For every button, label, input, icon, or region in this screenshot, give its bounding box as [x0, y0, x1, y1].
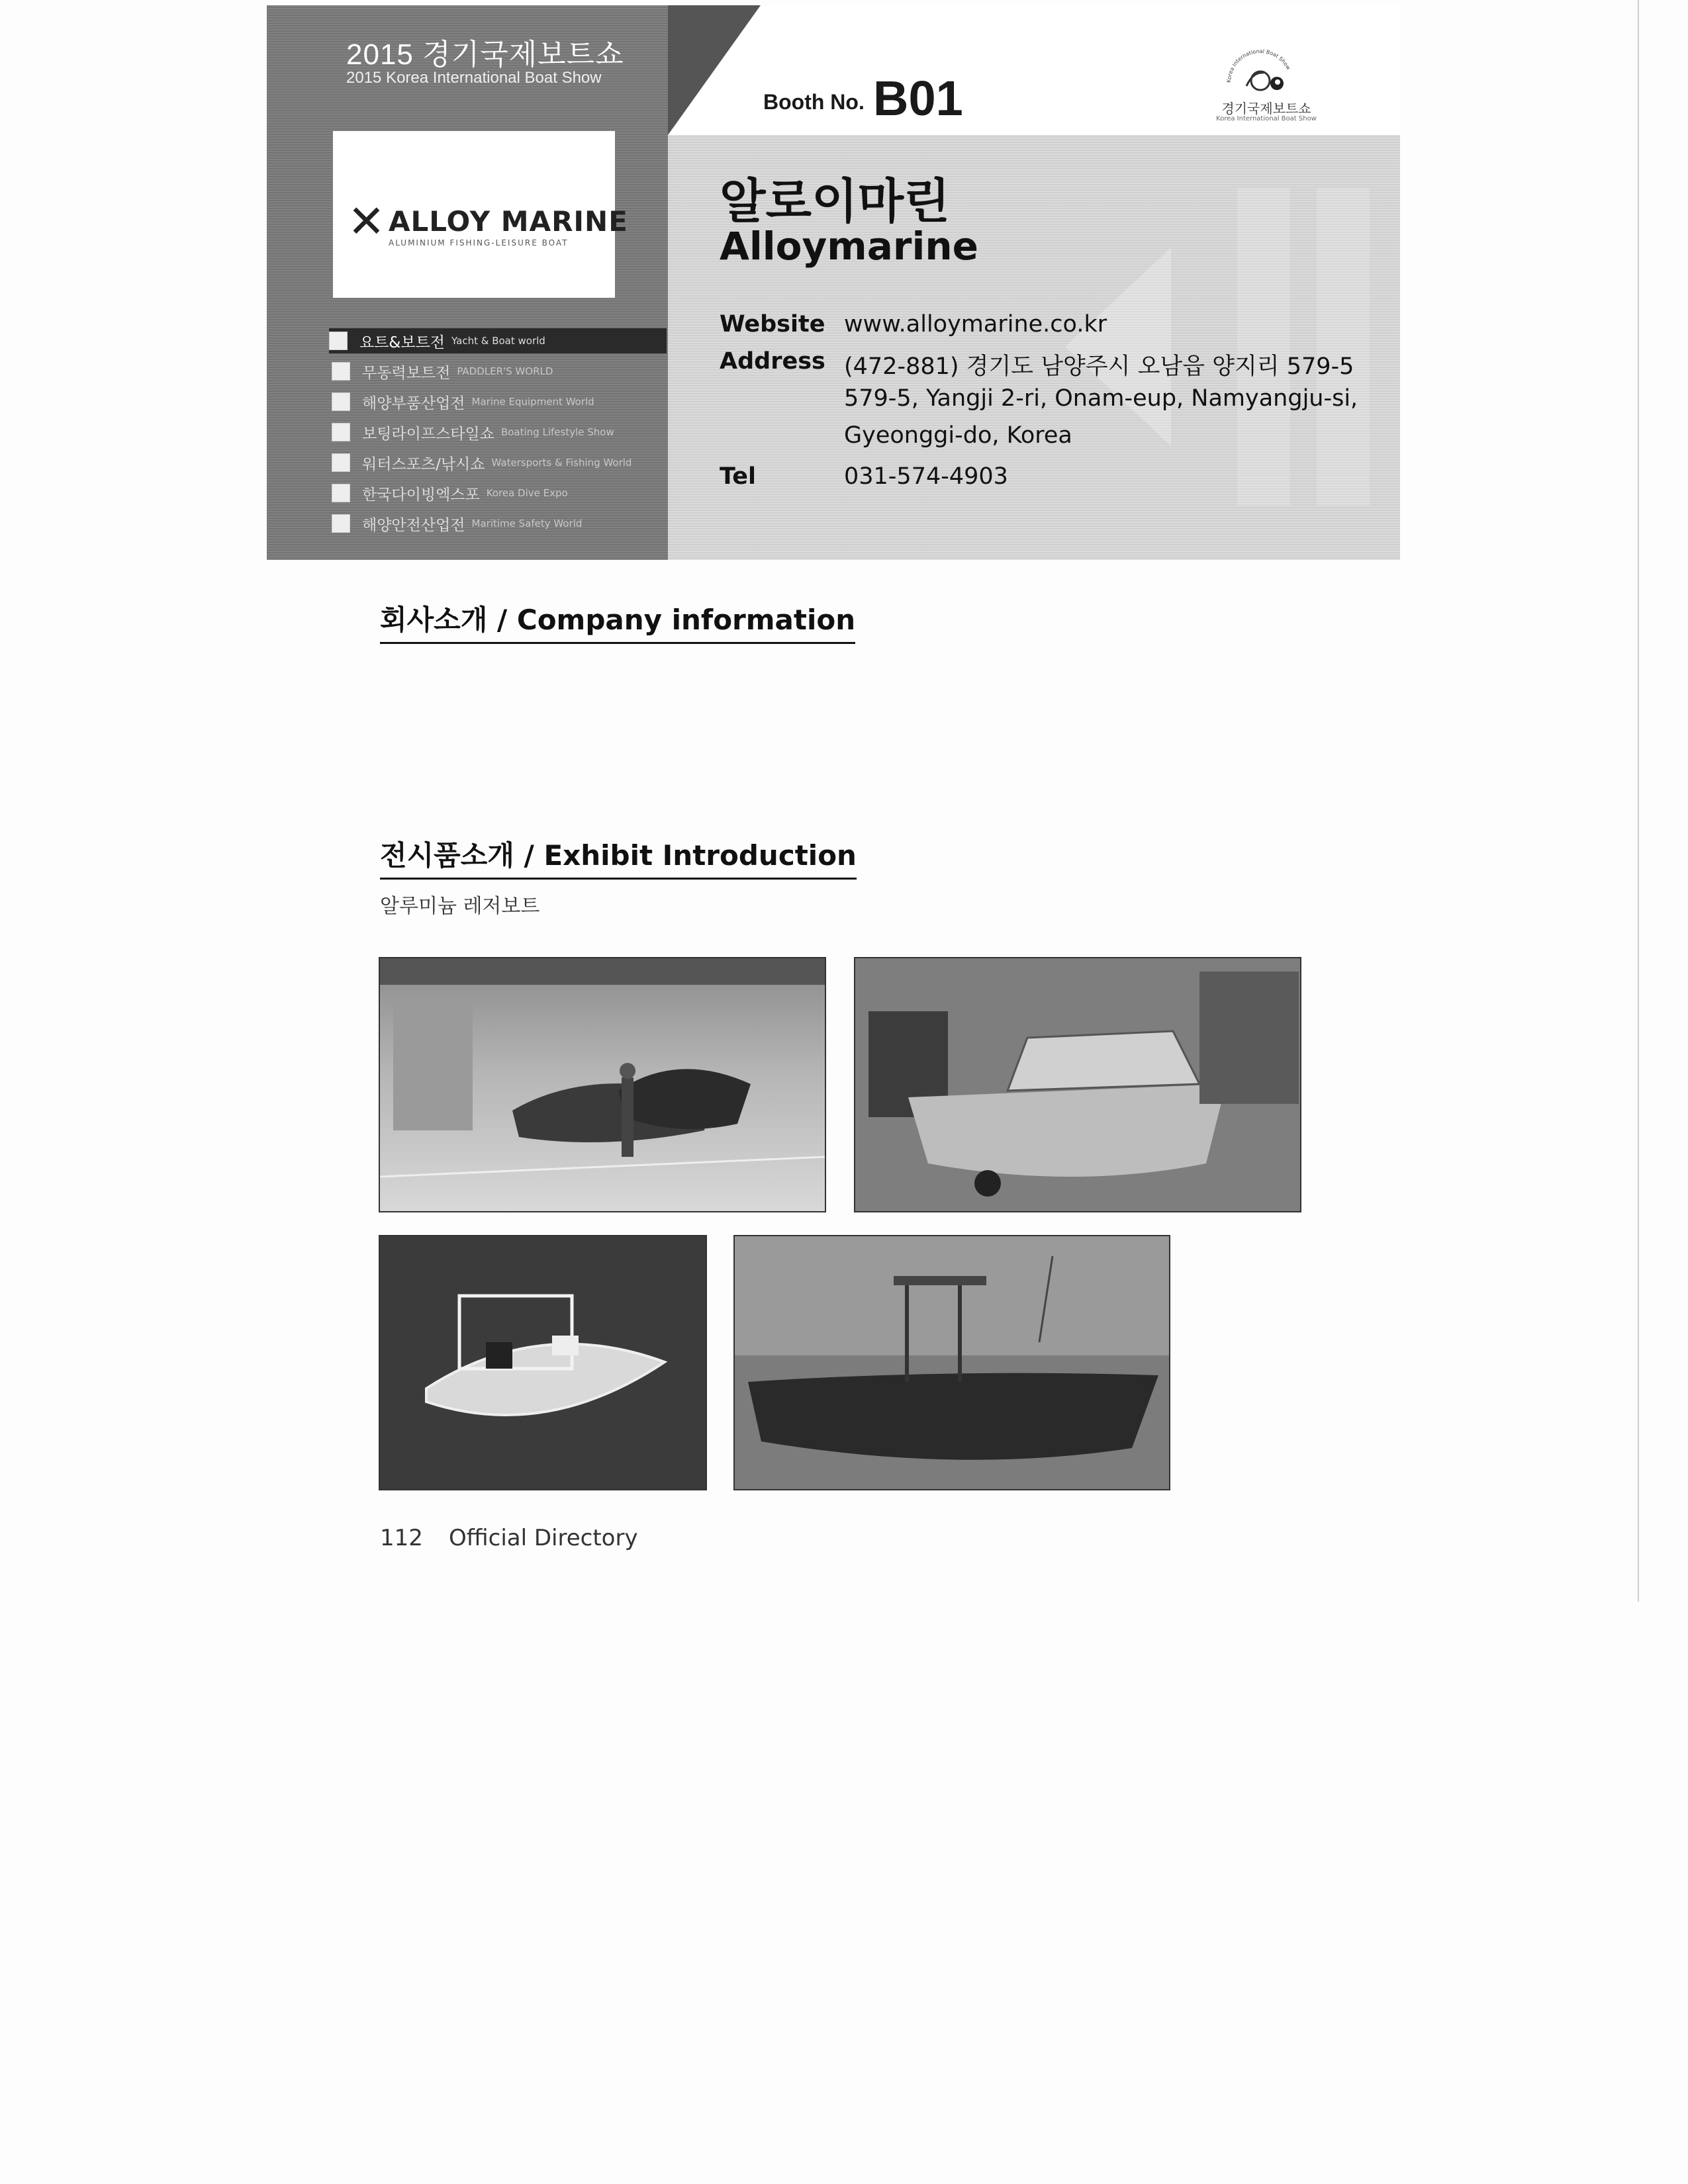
- booth-number: B01: [873, 71, 963, 126]
- dive-icon: [332, 484, 350, 502]
- boat-icon: [329, 332, 348, 350]
- boat-on-water-photo: [733, 1235, 1170, 1490]
- tel-label: Tel: [720, 463, 756, 490]
- emblem-title: 경기국제보트쇼: [1221, 101, 1311, 116]
- fishing-icon: [332, 453, 350, 472]
- website-label: Website: [720, 311, 825, 338]
- address-line-2: 579-5, Yangji 2-ri, Onam-eup, Namyangju-si,: [844, 385, 1358, 412]
- footer-label: Official Directory: [449, 1525, 638, 1551]
- category-item-boating-lifestyle: 보팅라이프스타일쇼 Boating Lifestyle Show: [332, 420, 663, 445]
- tel-value: 031-574-4903: [844, 463, 1008, 490]
- category-item-watersports: 워터스포츠/낚시쇼 Watersports & Fishing World: [332, 450, 663, 475]
- exhibition-hall-photo: [379, 957, 826, 1212]
- logo-mark-icon: ✕: [348, 196, 385, 248]
- svg-text:Korea International Boat Show: [1226, 48, 1291, 83]
- boat-show-emblem-icon: [1217, 33, 1303, 106]
- equipment-icon: [332, 392, 350, 411]
- exhibit-description: 알루미늄 레저보트: [380, 895, 540, 918]
- background-arrow-watermark: [1039, 148, 1396, 545]
- logo-tagline: ALUMINIUM FISHING-LEISURE BOAT: [389, 238, 569, 248]
- page-number: 112: [380, 1525, 423, 1551]
- page-edge-divider: [1638, 0, 1639, 1602]
- category-item-marine-equipment: 해양부품산업전 Marine Equipment World: [332, 389, 663, 414]
- boat-on-trailer-photo: [854, 957, 1301, 1212]
- category-item-yacht-boat: 요트&보트전 Yacht & Boat world: [329, 328, 667, 353]
- boat-top-view-photo: [379, 1235, 707, 1490]
- paddle-icon: [332, 362, 350, 381]
- category-item-paddlers: 무동력보트전 PADDLER'S WORLD: [332, 359, 663, 384]
- header-wedge: [668, 5, 761, 135]
- company-logo: [333, 131, 628, 298]
- address-label: Address: [720, 348, 825, 375]
- safety-icon: [332, 514, 350, 533]
- company-info-heading: 회사소개 / Company information: [380, 598, 855, 644]
- company-name-en: Alloymarine: [720, 224, 978, 269]
- address-line-1: (472-881) 경기도 남양주시 오남읍 양지리 579-5: [844, 353, 1354, 380]
- category-panel: [267, 5, 668, 560]
- emblem-subtitle: Korea International Boat Show: [1216, 115, 1317, 122]
- website-value[interactable]: www.alloymarine.co.kr: [844, 311, 1107, 338]
- lifestyle-icon: [332, 423, 350, 441]
- booth-label: Booth No.: [763, 90, 865, 114]
- show-title: 2015 경기국제보트쇼: [346, 38, 624, 71]
- show-subtitle: 2015 Korea International Boat Show: [346, 69, 602, 87]
- address-line-3: Gyeonggi-do, Korea: [844, 422, 1072, 449]
- category-item-maritime-safety: 해양안전산업전 Maritime Safety World: [332, 511, 663, 536]
- exhibit-heading: 전시품소개 / Exhibit Introduction: [380, 834, 857, 880]
- category-item-dive-expo: 한국다이빙엑스포 Korea Dive Expo: [332, 480, 663, 506]
- logo-brand: ALLOY MARINE: [389, 205, 628, 238]
- booth-header-card: [267, 5, 1400, 560]
- emblem-arc-text: Korea International Boat Show: [1225, 48, 1292, 83]
- company-name-ko: 알로이마린: [720, 173, 950, 229]
